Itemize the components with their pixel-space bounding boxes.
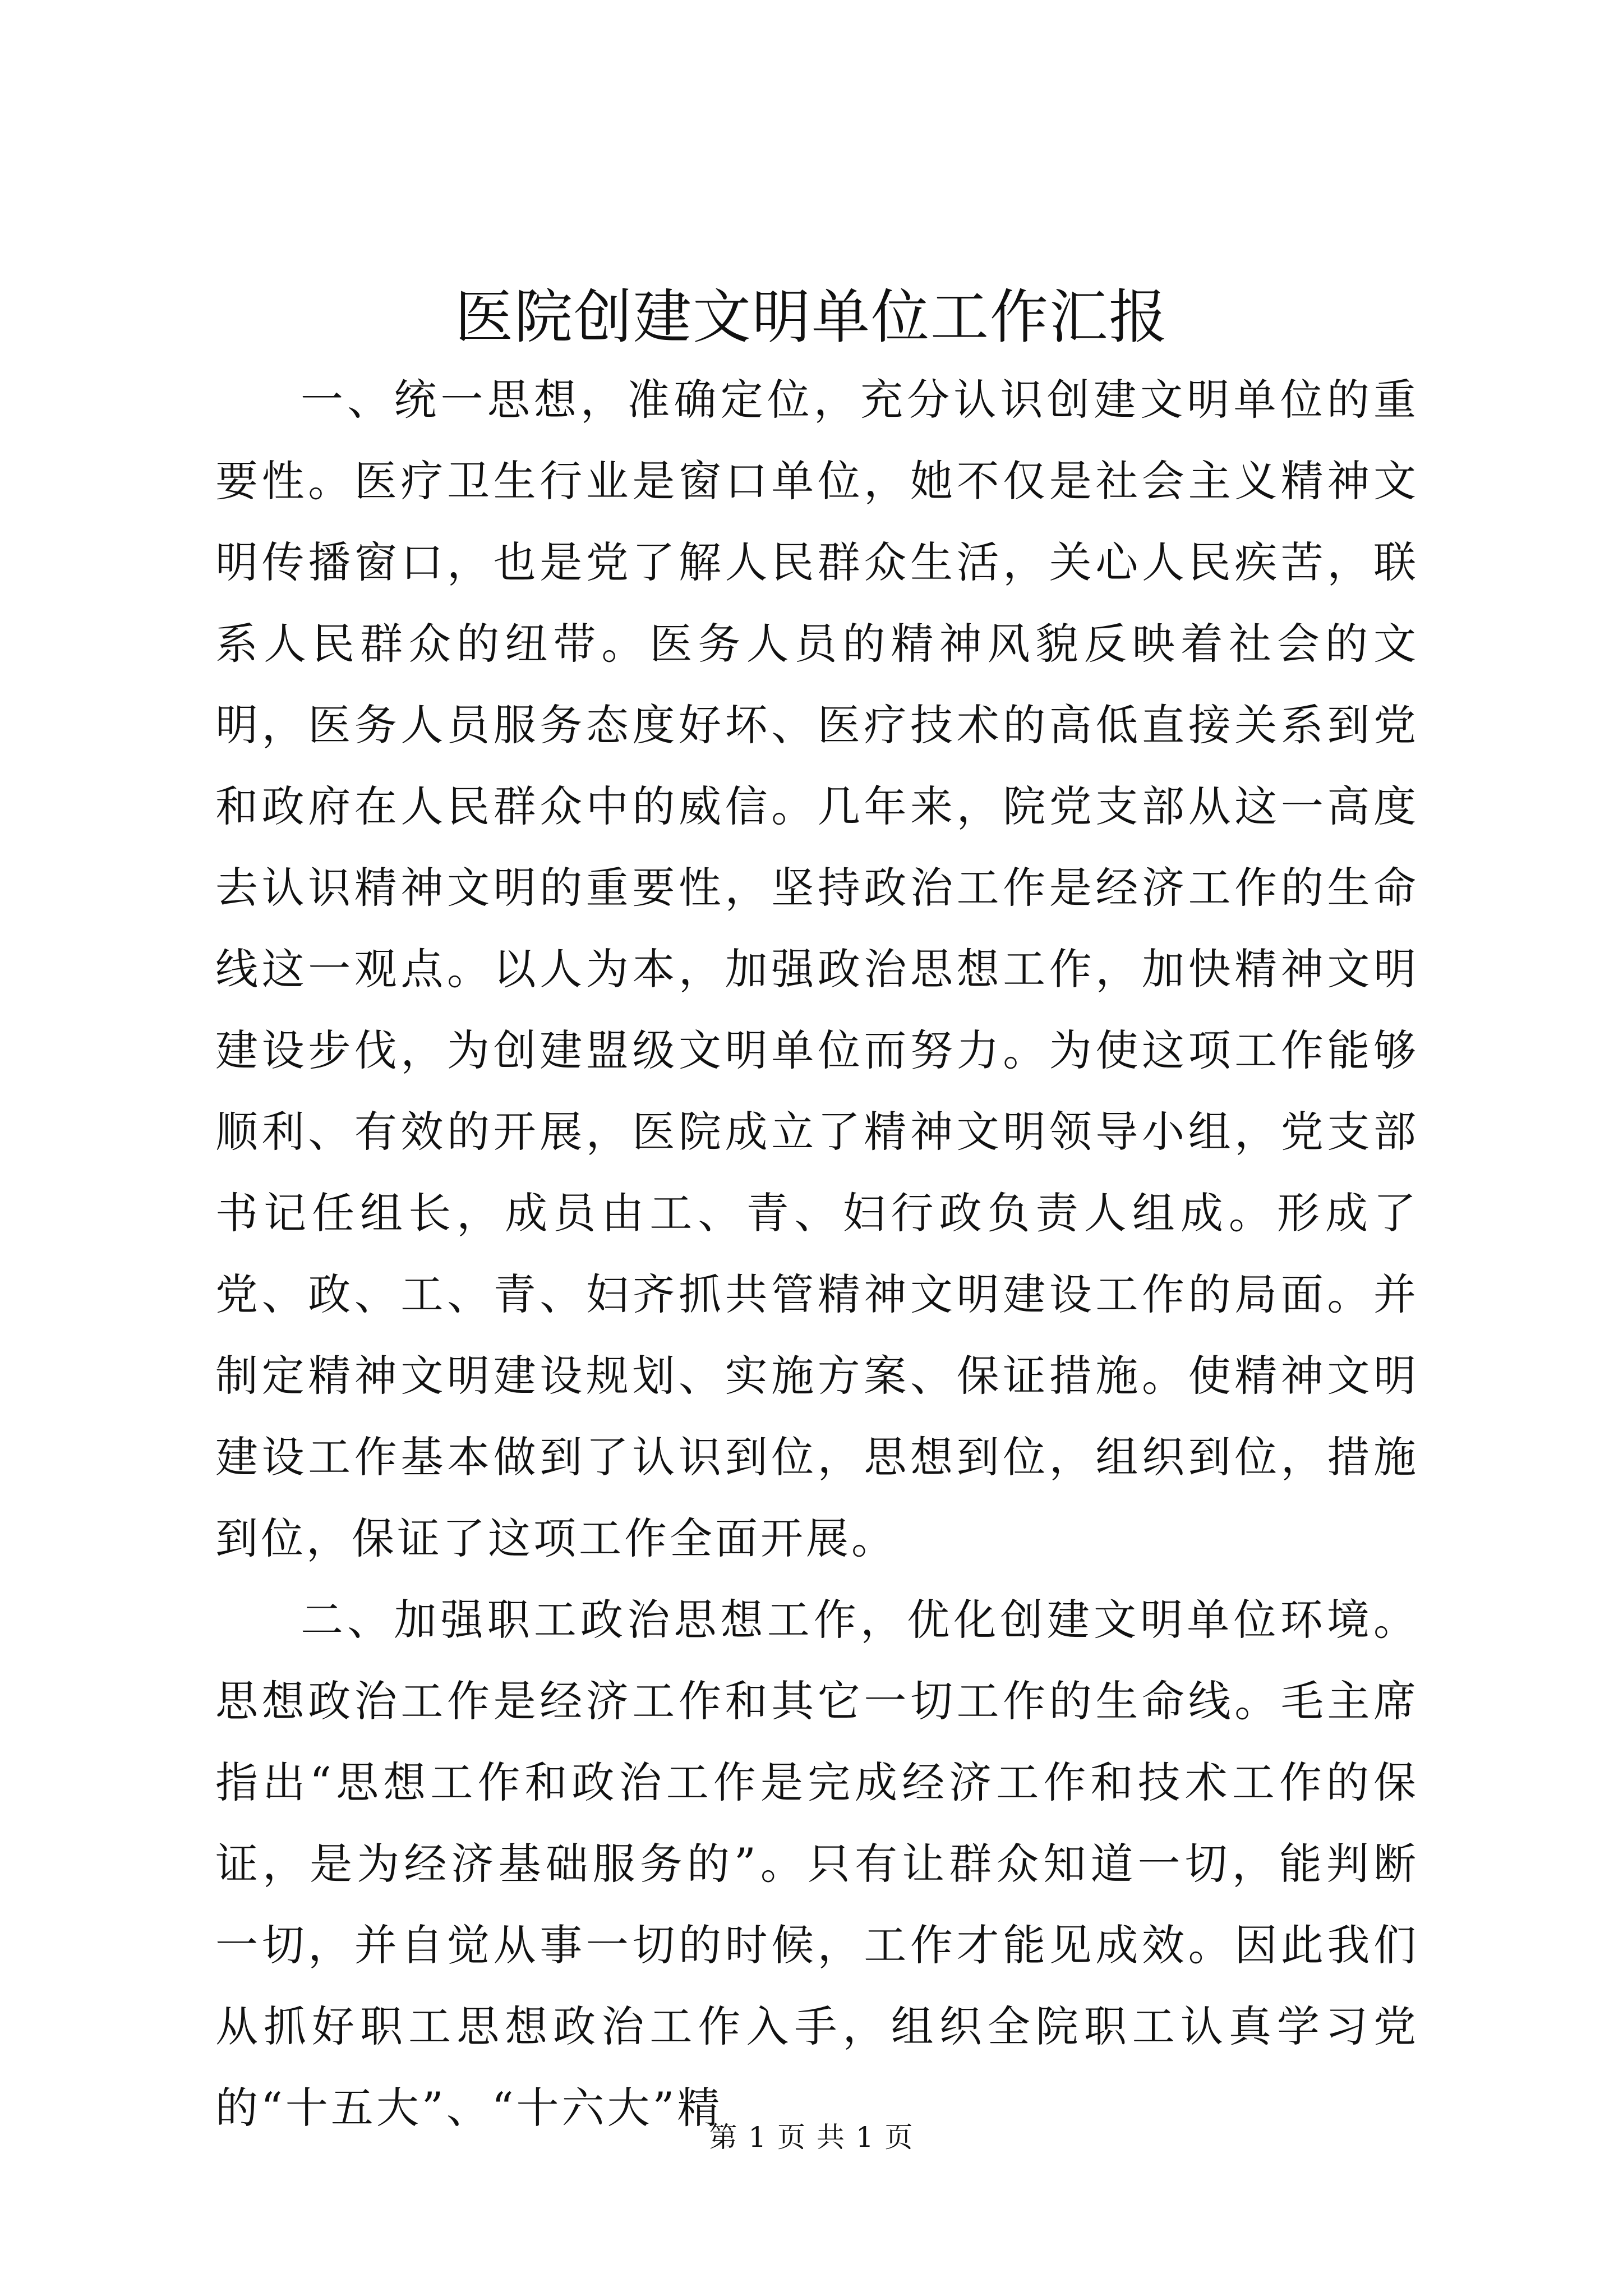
paragraph-2: 二、加强职工政治思想工作，优化创建文明单位环境。思想政治工作是经济工作和其它一切工作的生命线。毛主席指出“思想工作和政治工作是完成经济工作和技术工作的保证，是为经济基础服务的”。只有让群众知道一切，能判断一切，并自觉从事一切的时候，工作才能见成效。因此我们从抓好职工思想政治工作入手，组织全院职工认真学习党的“十五大”、“十六大”精 xyxy=(215,1595,1419,2133)
paragraph-1: 一、统一思想，准确定位，充分认识创建文明单位的重要性。医疗卫生行业是窗口单位，她不仅是社会主义精神文明传播窗口，也是党了解人民群众生活，关心人民疾苦，联系人民群众的纽带。医务人员的精神风貌反映着社会的文明，医务人员服务态度好坏、医疗技术的高低直接关系到党和政府在人民群众中的威信。几年来，院党支部从这一高度去认识精神文明的重要性，坚持政治工作是经济工作的生命线这一观点。以人为本，加强政治思想工作，加快精神文明建设步伐，为创建盟级文明单位而努力。为使这项工作能够顺利、有效的开展，医院成立了精神文明领导小组，党支部书记任组长，成员由工、青、妇行政负责人组成。形成了党、政、工、青、妇齐抓共管精神文明建设工作的局面。并制定精神文明建设规划、实施方案、保证措施。使精神文明建设工作基本做到了认识到位，思想到位，组织到位，措施到位，保证了这项工作全面开展。 xyxy=(215,375,1419,1563)
document-body xyxy=(215,359,1419,2148)
page-footer: 第 1 页 共 1 页 xyxy=(709,2121,914,2154)
document-title: 医院创建文明单位工作汇报 xyxy=(454,283,1168,351)
